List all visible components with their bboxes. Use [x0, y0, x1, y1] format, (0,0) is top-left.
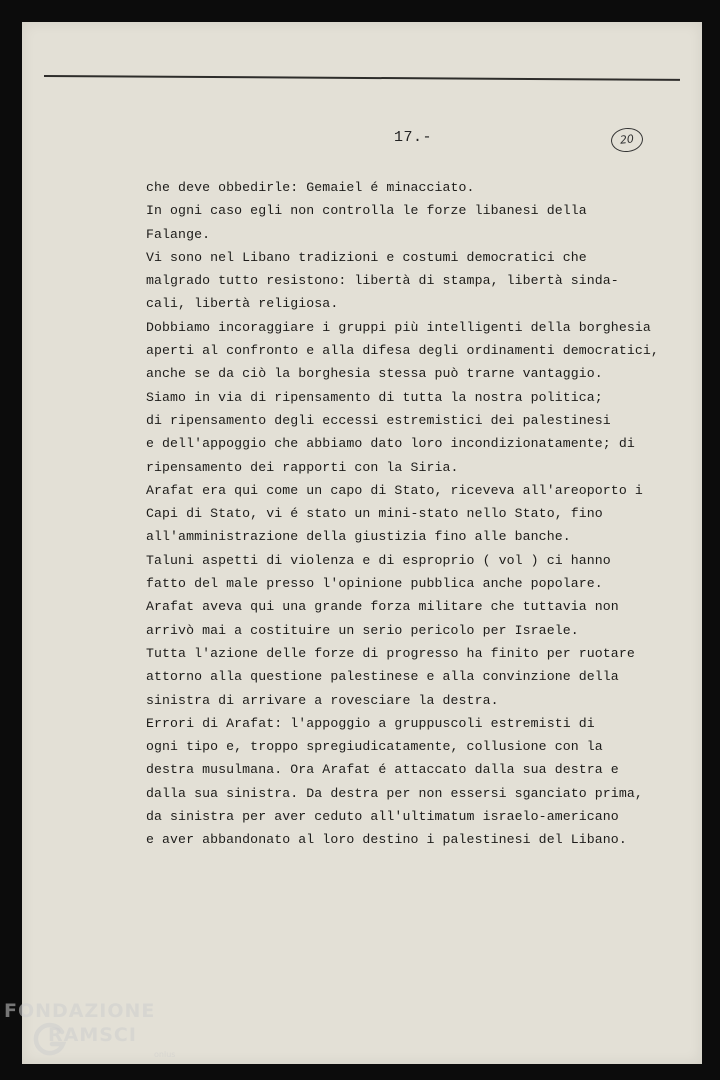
watermark-suffix: onlus [154, 1050, 176, 1059]
text-line: che deve obbedirle: Gemaiel é minacciato. [146, 180, 475, 195]
text-line: dalla sua sinistra. Da destra per non essersi sganciato prima, [146, 785, 643, 801]
text-line: Vi sono nel Libano tradizioni e costumi democratici che [146, 249, 587, 265]
text-line: ogni tipo e, troppo spregiudicatamente, collusione con la [146, 739, 603, 755]
text-line: fatto del male presso l'opinione pubblica anche popolare. [146, 576, 603, 592]
text-line: da sinistra per aver ceduto all'ultimatum israelo-americano [146, 809, 619, 825]
top-rule [44, 75, 680, 81]
text-line: Dobbiamo incoraggiare i gruppi più intelligenti della borghesia [146, 319, 651, 335]
text-line: Arafat era qui come un capo di Stato, riceveva all'areoporto i [146, 482, 643, 498]
text-line: Arafat aveva qui una grande forza militare che tuttavia non [146, 599, 619, 615]
text-line: In ogni caso egli non controlla le forze libanesi della [146, 203, 587, 219]
text-line: e dell'appoggio che abbiamo dato loro incondizionatamente; di [146, 436, 635, 452]
text-line: attorno alla questione palestinese e alla convinzione della [146, 669, 619, 685]
watermark-line-2: RAMSCI [48, 1024, 137, 1046]
text-line: anche se da ciò la borghesia stessa può trarne vantaggio. [146, 366, 603, 382]
watermark-line-1: FONDAZIONE [4, 1000, 156, 1022]
text-line: malgrado tutto resistono: libertà di stampa, libertà sinda- [146, 273, 619, 289]
text-line: Capi di Stato, vi é stato un mini-stato nello Stato, fino [146, 506, 603, 522]
text-line: destra musulmana. Ora Arafat é attaccato dalla sua destra e [146, 762, 619, 778]
archive-number-stamp: 20 [610, 126, 644, 153]
text-line: e aver abbandonato al loro destino i palestinesi del Libano. [146, 832, 627, 848]
text-line: Tutta l'azione delle forze di progresso ha finito per ruotare [146, 645, 635, 661]
page-number: 17.- [394, 129, 433, 146]
text-line: cali, libertà religiosa. [146, 296, 339, 312]
fondazione-gramsci-watermark [4, 1000, 204, 1080]
text-line: Siamo in via di ripensamento di tutta la nostra politica; [146, 389, 603, 405]
text-line: aperti al confronto e alla difesa degli ordinamenti democratici, [146, 343, 659, 359]
typed-text-body [146, 176, 686, 852]
text-line: Taluni aspetti di violenza e di esproprio ( vol ) ci hanno [146, 552, 611, 568]
text-line: Errori di Arafat: l'appoggio a gruppuscoli estremisti di [146, 715, 595, 731]
text-line: sinistra di arrivare a rovesciare la destra. [146, 692, 499, 708]
text-line: di ripensamento degli eccessi estremistici dei palestinesi [146, 412, 611, 428]
text-line: Falange. [146, 226, 211, 242]
text-line: all'amministrazione della giustizia fino alle banche. [146, 529, 571, 545]
text-line: ripensamento dei rapporti con la Siria. [146, 459, 459, 475]
text-line: arrivò mai a costituire un serio pericolo per Israele. [146, 622, 579, 638]
document-page [22, 22, 702, 1064]
